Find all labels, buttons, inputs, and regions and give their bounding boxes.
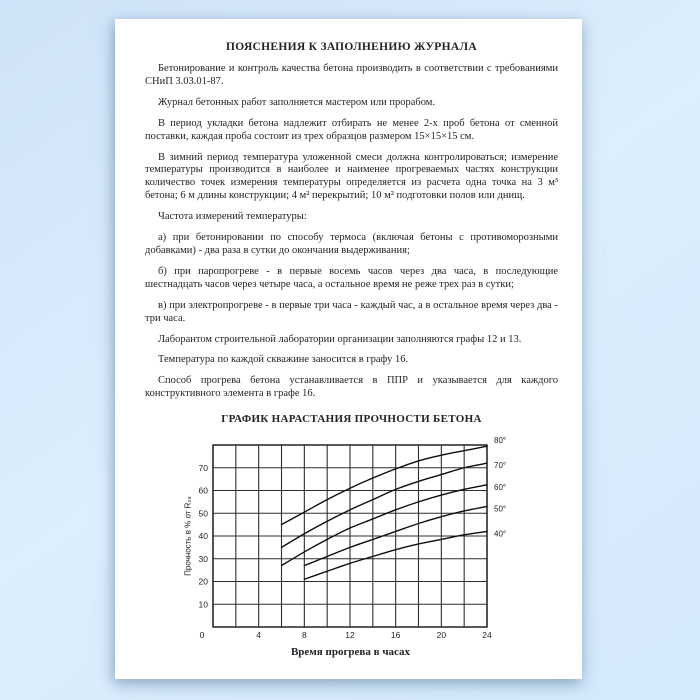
paragraph: Бетонирование и контроль качества бетона производить в соответствии с требованиями СНиП 3.03.01-87.: [145, 63, 558, 87]
curve-label-60°: 60°: [494, 482, 507, 492]
paragraph: б) при паропрогреве - в первые восемь часов через два часа, в последующие шестнадцать часов через четыре часа, а остальное время не реже трех раз в сутки;: [145, 265, 558, 290]
paragraph: Частота измерений температуры:: [158, 211, 307, 223]
strength-chart: [145, 413, 558, 658]
x-tick-label: 24: [482, 630, 492, 641]
doc-title: ПОЯСНЕНИЯ К ЗАПОЛНЕНИЮ ЖУРНАЛА: [226, 41, 477, 53]
x-axis-title: Время прогрева в часах: [290, 646, 411, 659]
plot-area: [177, 431, 524, 644]
paragraph: Способ прогрева бетона устанавливается в ППР и указывается для каждого конструктивного элемента в графе 16.: [145, 375, 558, 400]
y-tick-label: 40: [198, 531, 208, 542]
paragraph: Журнал бетонных работ заполняется мастером или прорабом.: [158, 96, 436, 108]
y-tick-label: 60: [198, 485, 208, 496]
paragraph: Лаборантом строительной лаборатории организации заполняются графы 12 и 13.: [158, 333, 522, 345]
y-tick-label: 70: [198, 462, 208, 473]
chart-title: ГРАФИК НАРАСТАНИЯ ПРОЧНОСТИ БЕТОНА: [221, 413, 482, 426]
doc-body: [145, 63, 558, 401]
paragraph: В зимний период температура уложенной смеси должна контролироваться; измерение температуры производится в наиболее и наименее прогреваемых частях конструкции количество точек измерения температуры определяется из расчета одна точка на 3 м³ бетона; 6 м длины конструкции; 4 м² перекрытий; 10 м² подготовки полов или днищ.: [145, 151, 558, 202]
x-tick-label: 12: [345, 630, 355, 641]
paragraph: В период укладки бетона надлежит отбирать не менее 2-х проб бетона от сменной поставки, каждая проба состоит из трех образцов размером 15×15×15 см.: [145, 117, 558, 142]
paragraph: Температура по каждой скважине заносится в графу 16.: [158, 354, 409, 366]
y-tick-label: 10: [198, 599, 208, 610]
curve-label-50°: 50°: [494, 504, 507, 514]
x-tick-label: 4: [256, 630, 262, 641]
x-tick-label: 16: [390, 630, 401, 641]
y-tick-label: 30: [198, 553, 208, 564]
strength-chart-plot: [177, 431, 524, 644]
document-page: [115, 19, 582, 679]
y-tick-label: 20: [198, 576, 208, 587]
x-tick-label: 20: [436, 630, 447, 641]
paragraph: а) при бетонировании по способу термоса (включая бетоны с противоморозными добавками) - два раза в сутки до окончания выдерживания;: [145, 232, 558, 256]
paragraph: в) при электропрогреве - в первые три часа - каждый час, а в остальное время через два - три часа.: [145, 299, 558, 324]
y-tick-label: 50: [198, 508, 208, 519]
curve-label-80°: 80°: [494, 436, 507, 446]
x-tick-label: 0: [199, 630, 205, 641]
curve-label-40°: 40°: [494, 529, 507, 539]
x-tick-label: 8: [301, 630, 307, 641]
y-axis-title: Прочность в % от R₂₈: [183, 496, 193, 576]
curve-label-70°: 70°: [494, 461, 507, 471]
